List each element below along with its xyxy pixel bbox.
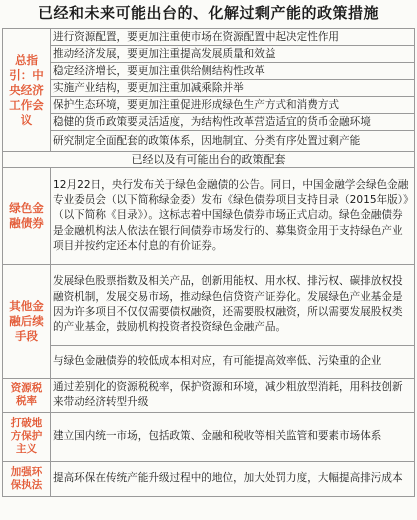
anti-protection-label-line: 方保护 — [10, 430, 43, 443]
anti-protection-text: 建立国内统一市场，包括政策、金融和税收等相关监管和要素市场体系 — [53, 429, 382, 442]
section-header: 已经以及有可能出台的政策配套 — [3, 152, 415, 168]
meeting-item — [51, 80, 415, 97]
meeting-item — [51, 46, 415, 63]
table-row — [3, 265, 415, 346]
resource-tax-text: 通过差别化的资源税税率，保护资源和环境，减少粗放型消耗，用科技创新来带动经济转型升级 — [53, 381, 403, 409]
other-finance-label-cell — [3, 265, 51, 379]
meeting-label-line: 总指 — [15, 52, 38, 67]
other-finance-label-line: 手段 — [15, 329, 38, 343]
meeting-label-line: 引：中 — [9, 67, 44, 82]
meeting-item — [51, 114, 415, 131]
env-enforcement-label-cell — [3, 461, 51, 496]
policy-table — [2, 28, 415, 497]
meeting-item-text: 推动经济发展，要更加注重提高发展质量和效益 — [53, 47, 276, 60]
env-enforcement-label-line: 保执法 — [10, 478, 43, 491]
table-row — [3, 114, 415, 131]
meeting-label-line: 议 — [20, 112, 33, 127]
env-enforcement-text-cell — [51, 461, 415, 496]
meeting-item — [51, 29, 415, 46]
other-finance-text-cell — [51, 346, 415, 379]
resource-tax-label-line: 税率 — [16, 395, 37, 408]
green-bond-label-line: 绿色金 — [9, 201, 44, 215]
meeting-item-text: 进行资源配置，要更加注重使市场在资源配置中起决定性作用 — [53, 30, 340, 43]
anti-protection-label-cell — [3, 412, 51, 461]
green-bond-text-cell — [51, 168, 415, 265]
resource-tax-text-cell — [51, 379, 415, 413]
table-row — [3, 46, 415, 63]
meeting-label-cell — [3, 29, 51, 152]
table-row — [3, 63, 415, 80]
anti-protection-text-cell — [51, 412, 415, 461]
green-bond-label-cell — [3, 168, 51, 265]
env-enforcement-label-line: 加强环 — [10, 465, 43, 478]
other-finance-text-cell — [51, 265, 415, 346]
table-row — [3, 379, 415, 413]
green-bond-label-line: 融债券 — [9, 216, 44, 230]
table-row — [3, 412, 415, 461]
resource-tax-label-line: 资源税 — [10, 382, 43, 395]
green-bond-text: 12月22日，央行发布关于绿色金融债的公告。同日，中国金融学会绿色金融专业委员会（以下简称绿金委）发布《绿色债券项目支持目录（2015年版）》（以下简称《目录》）。这标志着中国绿色债券市场正式启动。绿色金融债券是金融机构法人依法在银行间债券市场发行的、募集资金用于支持绿色产业项目并按约定还本付息的有价证券。 — [53, 178, 409, 252]
meeting-item-text: 实施产业结构，要更加注重加减乘除并举 — [53, 81, 244, 94]
table-row — [3, 152, 415, 168]
page-title: 已经和未来可能出台的、化解过剩产能的政策措施 — [37, 4, 379, 22]
other-finance-label-line: 其他金 — [9, 299, 44, 313]
table-row — [3, 80, 415, 97]
anti-protection-label-line: 打破地 — [10, 417, 43, 430]
meeting-item-text: 研究制定全面配套的政策体系，因地制宜、分类有序处置过剩产能 — [53, 134, 361, 147]
table-row — [3, 461, 415, 496]
table-row — [3, 131, 415, 152]
anti-protection-label-line: 主义 — [16, 443, 37, 456]
table-row — [3, 97, 415, 114]
meeting-item-text: 稳定经济增长，要更加注重供给侧结构性改革 — [53, 64, 265, 77]
resource-tax-label-cell — [3, 379, 51, 413]
meeting-item-text: 稳健的货币政策要灵活适度，为结构性改革营造适宜的货币金融环境 — [53, 115, 371, 128]
meeting-item — [51, 131, 415, 152]
other-finance-label-line: 融后续 — [9, 314, 44, 328]
meeting-item-text: 保护生态环境，要更加注重促进形成绿色生产方式和消费方式 — [53, 98, 340, 111]
table-row — [3, 168, 415, 265]
env-enforcement-text: 提高环保在传统产能升级过程中的地位，加大处罚力度，大幅提高排污成本 — [53, 471, 403, 484]
meeting-label-line: 工作会 — [9, 97, 44, 112]
table-row — [3, 346, 415, 379]
other-finance-text: 发展绿色股票指数及相关产品，创新用能权、用水权、排污权、碳排放权投融资机制，发展交易市场，推动绿色信贷资产证券化。发展绿色产业基金是因为许多项目不仅仅需要债权融资，还需要股权融资，所以需要发展股权类的产业基金，鼓励机构投资者投资绿色金融产品。 — [53, 275, 403, 334]
other-finance-text: 与绿色金融债券的较低成本相对应，有可能提高效率低、污染重的企业 — [53, 355, 382, 368]
meeting-label-line: 央经济 — [9, 82, 44, 97]
meeting-item — [51, 97, 415, 114]
table-row — [3, 29, 415, 46]
meeting-item — [51, 63, 415, 80]
